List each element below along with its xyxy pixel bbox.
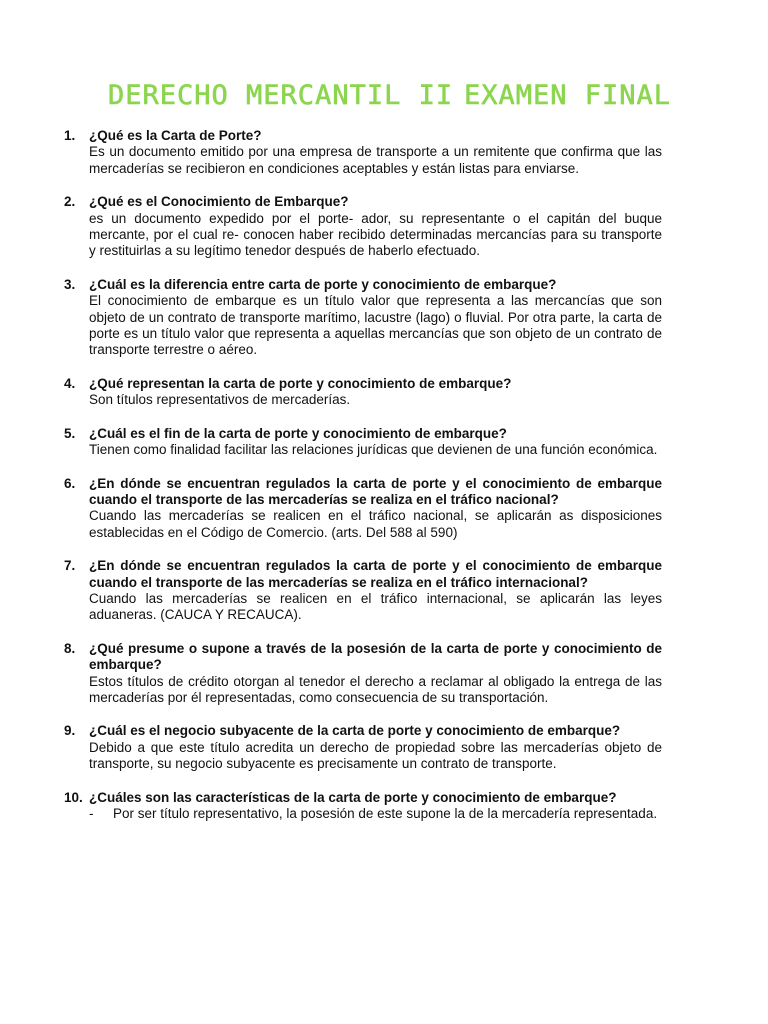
answer-text: Tienen como finalidad facilitar las relaciones jurídicas que devienen de una función económica. <box>89 442 658 458</box>
question-text: ¿En dónde se encuentran regulados la carta de porte y el conocimiento de embarque cuando el transporte de las mercaderías se realiza en el tráfico nacional? <box>89 475 662 507</box>
bullet-text: Por ser título representativo, la posesión de este supone la de la mercadería representada. <box>113 806 658 821</box>
question-text: ¿Qué es el Conocimiento de Embarque? <box>89 194 349 210</box>
question-text: ¿Cuáles son las características de la carta de porte y conocimiento de embarque? <box>89 789 617 805</box>
question-number: 5. <box>64 425 76 441</box>
question-item-2 <box>64 194 662 260</box>
question-item-6 <box>64 476 662 542</box>
answer-text: Son títulos representativos de mercaderías. <box>89 392 351 408</box>
question-number: 1. <box>64 128 76 143</box>
answer-text: Cuando las mercaderías se realicen en el tráfico internacional, se aplicarán las leyes aduaneras. (CAUCA Y RECAUCA). <box>89 590 662 623</box>
document-title <box>108 80 708 120</box>
question-text: ¿Qué representan la carta de porte y conocimiento de embarque? <box>89 375 512 391</box>
question-number: 10. <box>64 789 83 805</box>
question-item-4 <box>64 376 662 409</box>
question-number: 4. <box>64 375 76 391</box>
answer-text: Debido a que este título acredita un derecho de propiedad sobre las mercaderías objeto de transporte, su negocio subyacente es precisamente un contrato de transporte. <box>89 739 662 772</box>
question-number: 9. <box>64 723 76 739</box>
question-item-1 <box>64 128 662 177</box>
title-exam: EXAMEN FINAL <box>464 80 672 111</box>
bullet-item <box>89 806 662 822</box>
question-number: 7. <box>64 558 76 574</box>
question-text: ¿En dónde se encuentran regulados la carta de porte y el conocimiento de embarque cuando el transporte de las mercaderías se realiza en el tráfico internacional? <box>89 558 662 590</box>
question-item-8 <box>64 641 662 707</box>
question-list <box>64 128 662 839</box>
answer-text: es un documento expedido por el porte- ador, su representante o el capitán del buque mercante, por el cual re- conocen haber recibido determinadas mercancías para su transporte y restituirlas a su legítimo tenedor después de haberlo efectuado. <box>89 210 662 259</box>
answer-text: Es un documento emitido por una empresa de transporte a un remitente que confirma que las mercaderías se recibieron en condiciones aceptables y están listas para enviarse. <box>89 144 662 176</box>
question-text: ¿Qué es la Carta de Porte? <box>89 128 262 143</box>
answer-text: Estos títulos de crédito otorgan al tenedor el derecho a reclamar al obligado la entrega de las mercaderías por él representadas, como consecuencia de su transportación. <box>89 673 662 705</box>
answer-text: El conocimiento de embarque es un título valor que representa a las mercancías que son objeto de un contrato de transporte marítimo, lacustre (lago) o fluvial. Por otra parte, la carta de porte es un título valor que representa a aquellas mercancías que son objeto de un contrato de transporte terrestre o aéreo. <box>89 293 662 358</box>
question-number: 6. <box>64 475 76 491</box>
question-text: ¿Cuál es el negocio subyacente de la carta de porte y conocimiento de embarque? <box>89 723 621 739</box>
answer-text: Cuando las mercaderías se realicen en el tráfico nacional, se aplicarán as disposiciones establecidas en el Código de Comercio. (arts. Del 588 al 590) <box>89 508 662 540</box>
title-course: DERECHO MERCANTIL II <box>108 80 454 111</box>
bullet-marker: - <box>89 806 94 821</box>
question-text: ¿Cuál es el fin de la carta de porte y conocimiento de embarque? <box>89 425 507 441</box>
question-item-7 <box>64 558 662 624</box>
question-text: ¿Cuál es la diferencia entre carta de porte y conocimiento de embarque? <box>89 276 557 292</box>
question-item-5 <box>64 426 662 459</box>
question-text: ¿Qué presume o supone a través de la posesión de la carta de porte y conocimiento de embarque? <box>89 640 662 673</box>
question-number: 2. <box>64 194 76 210</box>
question-number: 3. <box>64 276 76 292</box>
question-item-3 <box>64 277 662 359</box>
question-number: 8. <box>64 640 76 656</box>
question-item-9 <box>64 723 662 772</box>
question-item-10 <box>64 790 662 823</box>
